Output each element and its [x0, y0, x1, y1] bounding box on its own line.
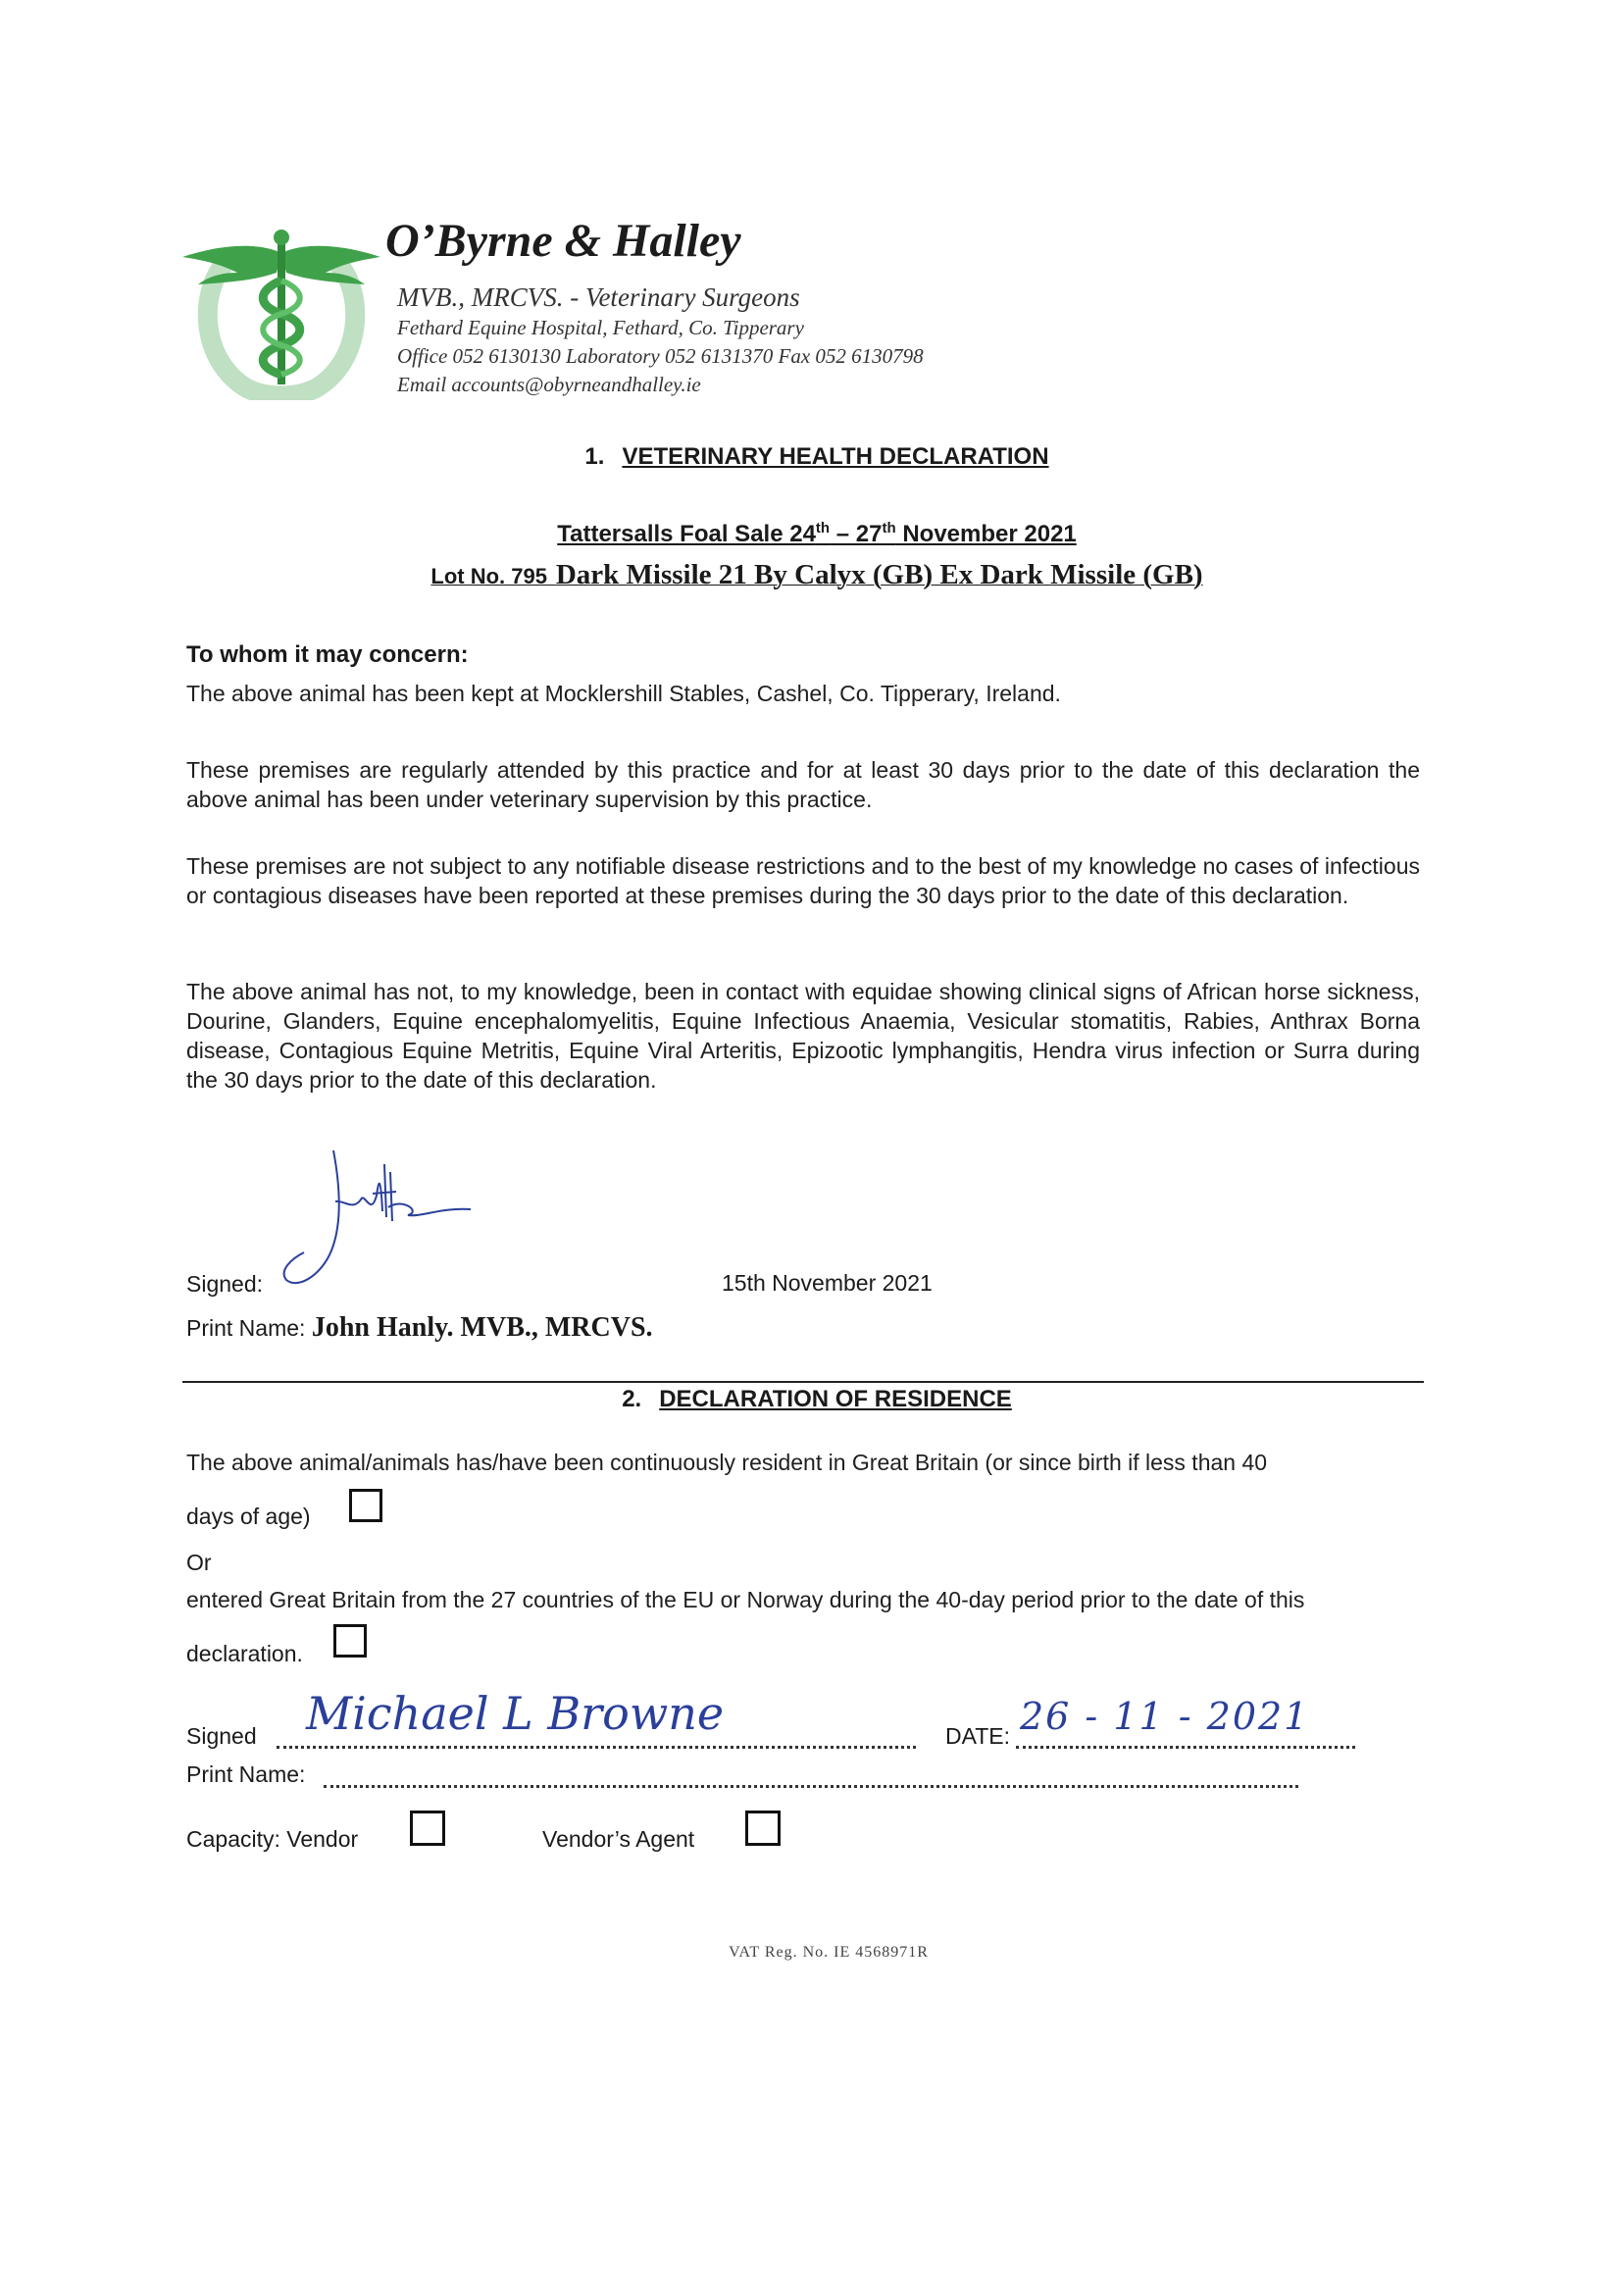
section1-para4: The above animal has not, to my knowledge, been in contact with equidae showing clinical signs of African horse sickness, Dourine, Glanders, Equine encephalomyelitis, Equine Infectious Anaemia, Vesicular stomatitis, Rabies, Anthrax Borna disease, Contagious Equine Metritis, Equine Viral Arteritis, Epizootic lymphangitis, Hendra virus infection or Surra during the 30 days prior to the date of this declaration.: [186, 979, 1420, 1093]
phones: Office 052 6130130 Laboratory 052 6131370 Fax 052 6130798: [397, 344, 924, 368]
section1-heading: [0, 443, 1618, 471]
section2-signed-label: Signed: [186, 1723, 257, 1749]
vendor-signature: Michael L Browne: [306, 1687, 725, 1740]
vendor-checkbox[interactable]: [410, 1811, 445, 1846]
section1-number: 1.: [584, 443, 605, 470]
print-name-line[interactable]: [324, 1785, 1298, 1788]
section1-print-value: John Hanly. MVB., MRCVS.: [311, 1312, 653, 1343]
address: Fethard Equine Hospital, Fethard, Co. Tipperary: [397, 316, 804, 339]
section2-para1: The above animal/animals has/have been continuously resident in Great Britain (or since birth if less than 40: [186, 1450, 1268, 1475]
lot-line: [0, 559, 1618, 591]
section1-signed-label: Signed:: [186, 1271, 264, 1297]
section2-para2-end: declaration.: [186, 1641, 303, 1666]
email: Email accounts@obyrneandhalley.ie: [397, 373, 701, 396]
sale-title: [0, 520, 1618, 548]
salutation: To whom it may concern:: [186, 641, 469, 668]
section2-para2: entered Great Britain from the 27 countries of the EU or Norway during the 40-day period prior to the date of this: [186, 1587, 1305, 1612]
section2-date-value: 26 - 11 - 2021: [1020, 1695, 1310, 1738]
section1-print-label: Print Name:: [186, 1315, 306, 1341]
section2-or: Or: [186, 1550, 212, 1575]
section2-heading: [0, 1386, 1618, 1413]
sale-mid: – 27: [830, 521, 883, 547]
section2-print-label: Print Name:: [186, 1761, 306, 1787]
section1-para3: These premises are not subject to any notifiable disease restrictions and to the best of my knowledge no cases of infectious or contagious diseases have been reported at these premises during the 30 days prior to the date of this declaration.: [186, 853, 1420, 908]
lot-label: Lot No. 795: [430, 564, 547, 588]
sale-prefix: Tattersalls Foal Sale 24: [557, 521, 816, 547]
section2-title: DECLARATION OF RESIDENCE: [659, 1386, 1012, 1412]
vat-number: VAT Reg. No. IE 4568971R: [729, 1944, 929, 1961]
section1-para2: These premises are regularly attended by this practice and for at least 30 days prior to the date of this declaration the above animal has been under veterinary supervision by this practice.: [186, 757, 1420, 812]
sale-sup-2: th: [882, 520, 896, 536]
qualifications: MVB., MRCVS. - Veterinary Surgeons: [397, 282, 800, 312]
continuous-residence-checkbox[interactable]: [349, 1489, 382, 1522]
section2-number: 2.: [622, 1386, 642, 1412]
sale-suffix: November 2021: [895, 521, 1077, 547]
vendors-agent-checkbox[interactable]: [745, 1811, 781, 1846]
section1-print-row: [186, 1312, 653, 1344]
vet-signature-drawing: [275, 1143, 480, 1300]
section1-para1: The above animal has been kept at Mocklershill Stables, Cashel, Co. Tipperary, Ireland.: [186, 681, 1061, 706]
vendors-agent-label: Vendor’s Agent: [542, 1826, 695, 1852]
section2-para1-end: days of age): [186, 1504, 311, 1529]
date-line: [1016, 1746, 1355, 1749]
lot-name: Dark Missile 21 By Calyx (GB) Ex Dark Missile (GB): [555, 559, 1203, 590]
section-divider: [182, 1381, 1424, 1383]
section2-date-label: DATE:: [945, 1723, 1011, 1749]
section1-signed-date: 15th November 2021: [722, 1270, 933, 1296]
capacity-vendor-label: Capacity: Vendor: [186, 1826, 359, 1852]
signature-line: [277, 1746, 916, 1749]
sale-sup-1: th: [815, 520, 831, 536]
section1-title: VETERINARY HEALTH DECLARATION: [622, 443, 1049, 470]
firm-name: O’Byrne & Halley: [385, 215, 741, 267]
eu-entry-checkbox[interactable]: [333, 1624, 367, 1658]
caduceus-horseshoe-logo: [178, 224, 384, 400]
